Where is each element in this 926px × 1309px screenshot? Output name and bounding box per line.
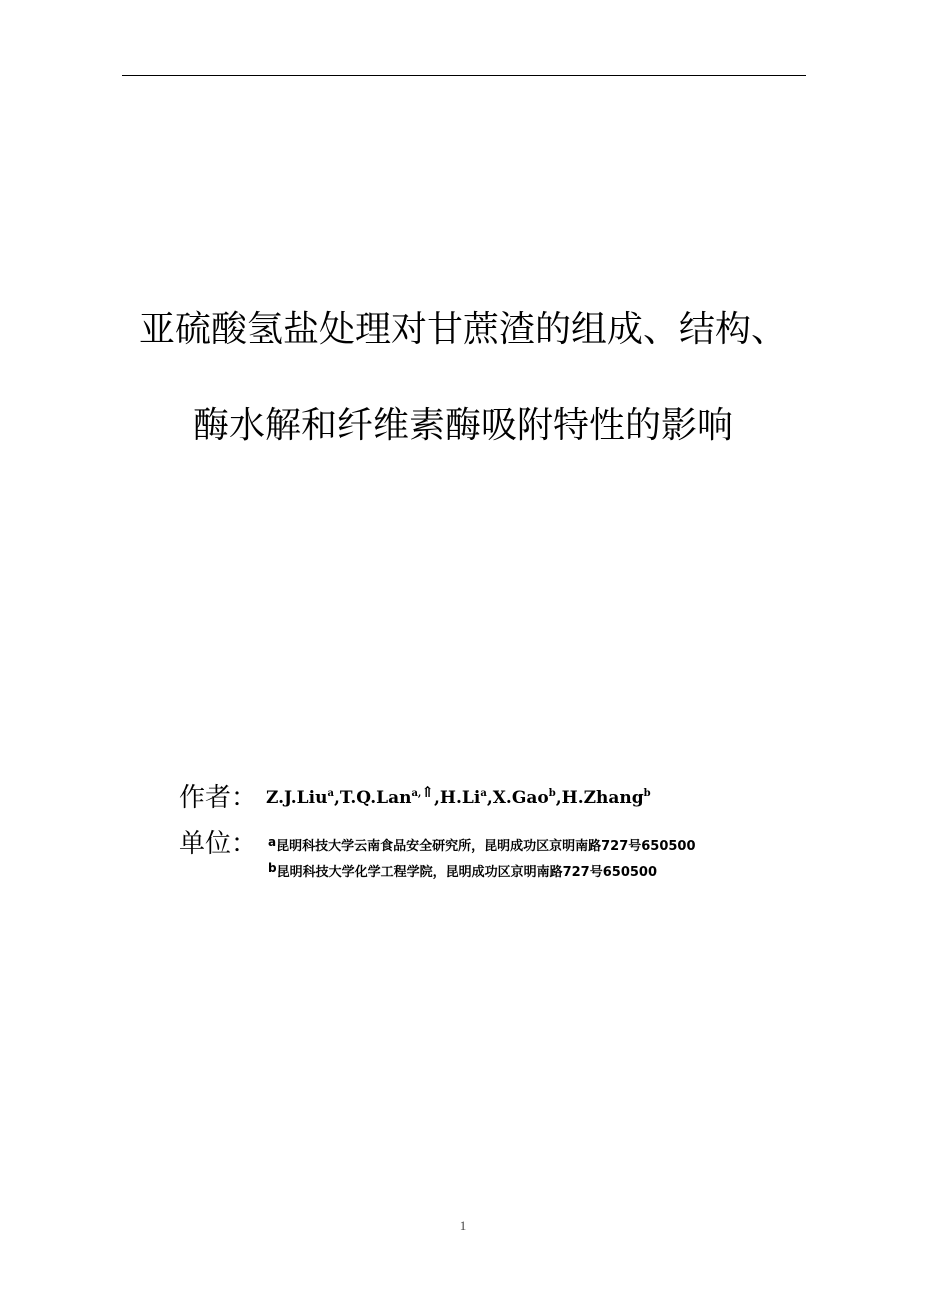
author-name: H.Li: [439, 788, 481, 808]
corresponding-author-icon: ⇑: [421, 783, 434, 801]
page-number: 1: [459, 1218, 467, 1233]
affiliation-mark: a: [268, 835, 277, 849]
author-name: Z.J.Liu: [266, 788, 328, 808]
affiliation-a: [268, 835, 696, 856]
author-separator: ,: [434, 788, 440, 808]
author-list: [266, 783, 651, 810]
affiliation-b: [268, 861, 658, 882]
affiliation-text: 昆明科技大学云南食品安全研究所，昆明成功区京明南路727号650500: [276, 839, 696, 854]
author-separator: ,: [555, 788, 562, 808]
author-affiliation-mark: a: [327, 788, 334, 799]
author-affiliation-mark: a: [480, 788, 487, 799]
affiliation-mark: b: [268, 861, 277, 875]
title-line-1: 亚硫酸氢盐处理对甘蔗渣的组成、结构、: [138, 309, 787, 350]
author-name: T.Q.Lan: [339, 788, 412, 808]
author-name: X.Gao: [492, 788, 549, 808]
author-separator: ,: [486, 788, 493, 808]
authors-label: 作者：: [179, 783, 258, 813]
affiliation-text: 昆明科技大学化学工程学院，昆明成功区京明南路727号650500: [276, 865, 658, 880]
affiliations-label: 单位：: [179, 829, 258, 859]
title-line-2: 酶水解和纤维素酶吸附特性的影响: [192, 405, 733, 446]
header-rule: [122, 75, 806, 76]
author-affiliation-mark: a,: [411, 788, 422, 799]
author-affiliation-mark: b: [548, 788, 556, 799]
author-separator: ,: [333, 788, 340, 808]
author-affiliation-mark: b: [643, 788, 651, 799]
author-name: H.Zhang: [561, 788, 644, 808]
